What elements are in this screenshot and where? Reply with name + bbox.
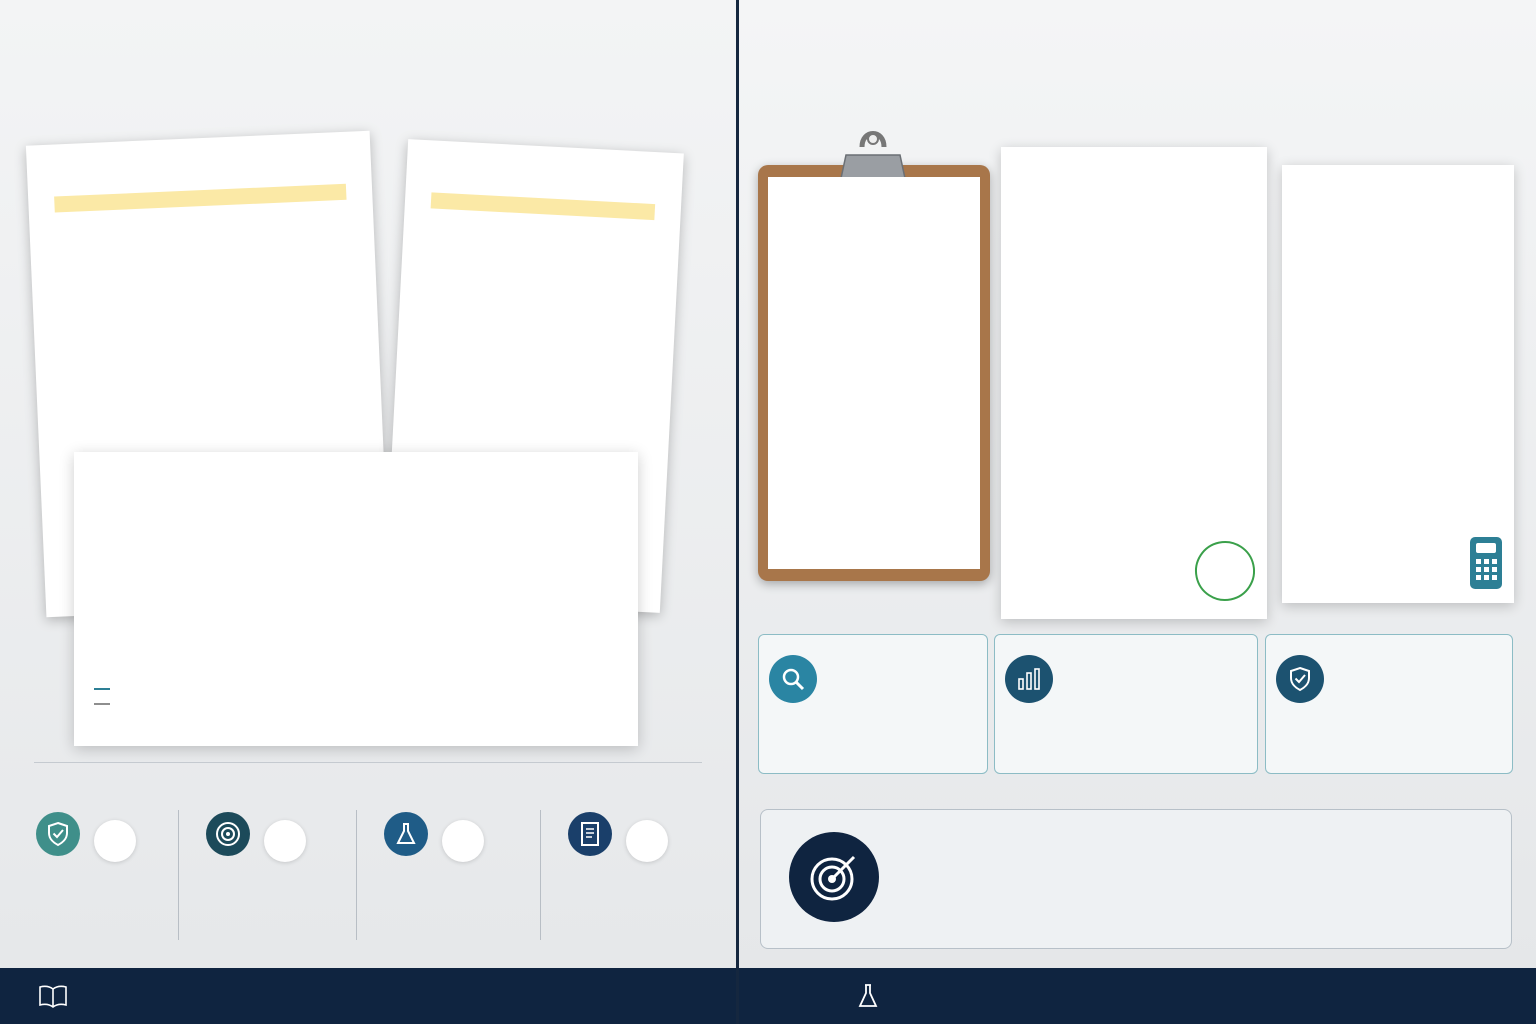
review-doi [430, 220, 654, 232]
dosing-reference-card [1282, 165, 1514, 603]
shield-check-icon [36, 812, 80, 856]
trial-charts [74, 514, 638, 724]
pill-icon [94, 820, 136, 862]
article-doi [55, 212, 347, 225]
article-highlight [54, 184, 346, 213]
procurement-checklist-clipboard [758, 165, 990, 581]
review-type [433, 166, 657, 178]
reason-data-comparability [758, 634, 988, 774]
feature-reproducible-outcomes [372, 808, 550, 948]
open-book-icon [38, 984, 68, 1008]
journal-name [53, 162, 243, 170]
feature-standardized-dosing [194, 808, 372, 948]
trial-data-card [74, 452, 638, 746]
vendor-coa-card [1001, 147, 1267, 619]
flask-icon [857, 983, 879, 1009]
flask-icon [384, 812, 428, 856]
feature-regulatory-alignment [556, 808, 734, 948]
pill-icon [626, 820, 668, 862]
reason-methodological-integrity [994, 634, 1258, 774]
bottom-line-card [760, 809, 1512, 949]
left-footer [0, 968, 736, 1024]
search-icon [769, 655, 817, 703]
bar-chart-icon [1005, 655, 1053, 703]
target-icon [206, 812, 250, 856]
calculator-icon [1470, 537, 1502, 589]
pill-icon [442, 820, 484, 862]
review-highlight [431, 192, 656, 220]
document-icon [568, 812, 612, 856]
feature-consistent-salt [24, 808, 202, 948]
pill-icon [264, 820, 306, 862]
left-panel [0, 0, 736, 968]
right-footer [739, 968, 1536, 1024]
shield-check-icon [1276, 655, 1324, 703]
approved-stamp [1189, 535, 1260, 606]
target-icon [789, 832, 879, 922]
legend-item-enclomiphene [94, 688, 116, 690]
reason-regulatory-significance [1265, 634, 1513, 774]
checklist-sheet [768, 177, 980, 569]
legend-item-placebo [94, 703, 116, 705]
